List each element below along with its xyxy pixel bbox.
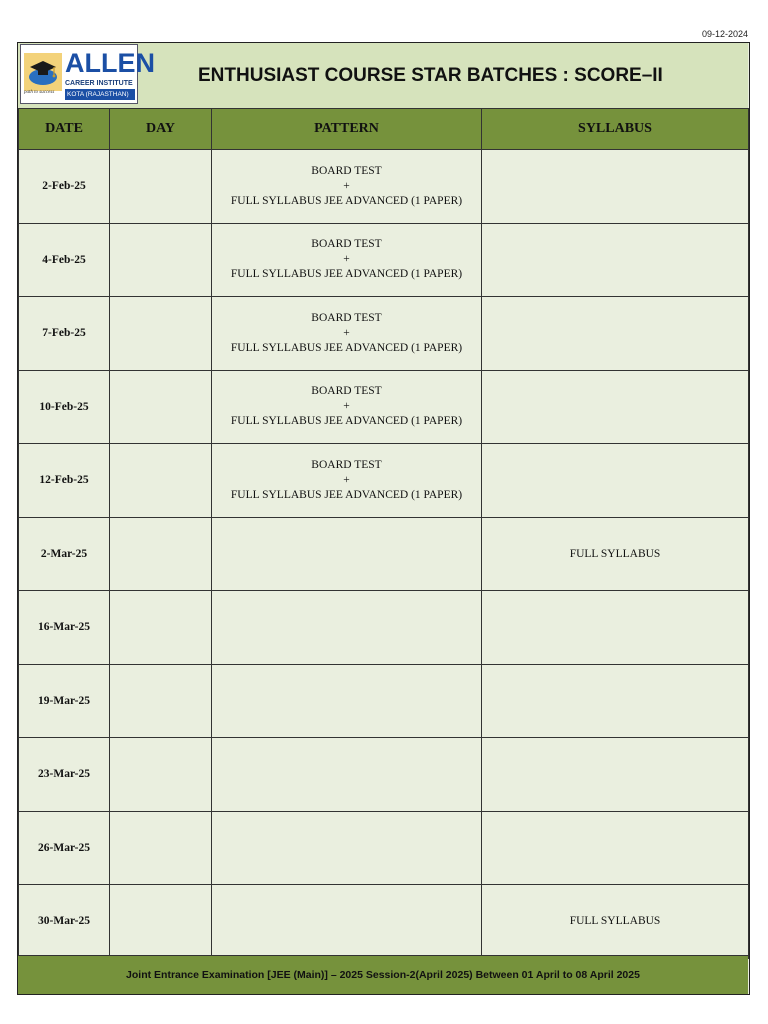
cell-pattern — [212, 297, 482, 371]
cell-syllabus — [482, 738, 749, 812]
logo-wordmark: ALLEN — [65, 48, 155, 78]
cell-day — [110, 223, 212, 297]
title-band — [18, 43, 748, 109]
table-row — [19, 811, 749, 885]
cell-syllabus — [482, 223, 749, 297]
schedule-sheet — [17, 42, 750, 995]
cell-pattern — [212, 444, 482, 518]
cell-syllabus — [482, 370, 749, 444]
pattern-line: BOARD TEST — [311, 385, 382, 398]
cell-day — [110, 591, 212, 665]
pattern-line: + — [343, 253, 350, 266]
cell-pattern — [212, 370, 482, 444]
cell-day — [110, 885, 212, 959]
logo-subtitle: CAREER INSTITUTE — [65, 80, 133, 87]
cell-syllabus — [482, 150, 749, 224]
table-row — [19, 885, 749, 959]
cell-date: 16-Mar-25 — [19, 591, 110, 665]
header-date: DATE — [19, 109, 110, 150]
table-row — [19, 664, 749, 738]
cell-pattern — [212, 885, 482, 959]
cell-syllabus — [482, 591, 749, 665]
cell-pattern — [212, 811, 482, 885]
pattern-line: + — [343, 179, 350, 192]
cell-pattern — [212, 517, 482, 591]
table-row — [19, 370, 749, 444]
document-date: 09-12-2024 — [701, 29, 748, 39]
cell-pattern — [212, 223, 482, 297]
logo-tagline: path to success — [24, 90, 55, 95]
cell-day — [110, 517, 212, 591]
table-row — [19, 223, 749, 297]
table-row — [19, 297, 749, 371]
cell-date: 2-Mar-25 — [19, 517, 110, 591]
header-row — [19, 109, 749, 150]
cell-syllabus — [482, 664, 749, 738]
cell-day — [110, 664, 212, 738]
table-row — [19, 738, 749, 812]
pattern-line: FULL SYLLABUS JEE ADVANCED (1 PAPER) — [230, 341, 463, 354]
cell-pattern — [212, 664, 482, 738]
pattern-line: FULL SYLLABUS JEE ADVANCED (1 PAPER) — [230, 194, 463, 207]
cell-date: 30-Mar-25 — [19, 885, 110, 959]
header-syllabus: SYLLABUS — [482, 109, 749, 150]
pattern-line: BOARD TEST — [311, 164, 382, 177]
pattern-line: BOARD TEST — [311, 458, 382, 471]
table-row — [19, 150, 749, 224]
pattern-line: BOARD TEST — [311, 311, 382, 324]
cell-syllabus — [482, 811, 749, 885]
cell-date: 4-Feb-25 — [19, 223, 110, 297]
cell-day — [110, 738, 212, 812]
cell-date: 2-Feb-25 — [19, 150, 110, 224]
header-pattern: PATTERN — [212, 109, 482, 150]
cell-day — [110, 370, 212, 444]
graduation-cap-icon — [24, 53, 62, 91]
cell-date: 7-Feb-25 — [19, 297, 110, 371]
cell-syllabus: FULL SYLLABUS — [482, 517, 749, 591]
page-title: ENTHUSIAST COURSE STAR BATCHES : SCORE–II — [198, 65, 663, 86]
cell-syllabus: FULL SYLLABUS — [482, 885, 749, 959]
cell-date: 19-Mar-25 — [19, 664, 110, 738]
cell-day — [110, 444, 212, 518]
logo-location: KOTA (RAJASTHAN) — [65, 89, 135, 100]
table-row — [19, 517, 749, 591]
header-day: DAY — [110, 109, 212, 150]
pattern-line: + — [343, 473, 350, 486]
cell-pattern — [212, 738, 482, 812]
table-row — [19, 591, 749, 665]
cell-day — [110, 811, 212, 885]
pattern-line: + — [343, 326, 350, 339]
cell-syllabus — [482, 297, 749, 371]
cell-pattern — [212, 591, 482, 665]
cell-date: 12-Feb-25 — [19, 444, 110, 518]
cell-syllabus — [482, 444, 749, 518]
allen-logo — [20, 44, 155, 104]
cell-date: 23-Mar-25 — [19, 738, 110, 812]
cell-date: 10-Feb-25 — [19, 370, 110, 444]
schedule-table — [18, 108, 749, 959]
footer-note: Joint Entrance Examination [JEE (Main)] – 2025 Session-2(April 2025) Between 01 April to 08 April 2025 — [18, 955, 748, 994]
pattern-line: + — [343, 400, 350, 413]
pattern-line: BOARD TEST — [311, 238, 382, 251]
pattern-line: FULL SYLLABUS JEE ADVANCED (1 PAPER) — [230, 268, 463, 281]
cell-pattern — [212, 150, 482, 224]
pattern-line: FULL SYLLABUS JEE ADVANCED (1 PAPER) — [230, 415, 463, 428]
cell-day — [110, 150, 212, 224]
cell-date: 26-Mar-25 — [19, 811, 110, 885]
table-row — [19, 444, 749, 518]
pattern-line: FULL SYLLABUS JEE ADVANCED (1 PAPER) — [230, 488, 463, 501]
schedule-rows — [19, 150, 749, 959]
cell-day — [110, 297, 212, 371]
